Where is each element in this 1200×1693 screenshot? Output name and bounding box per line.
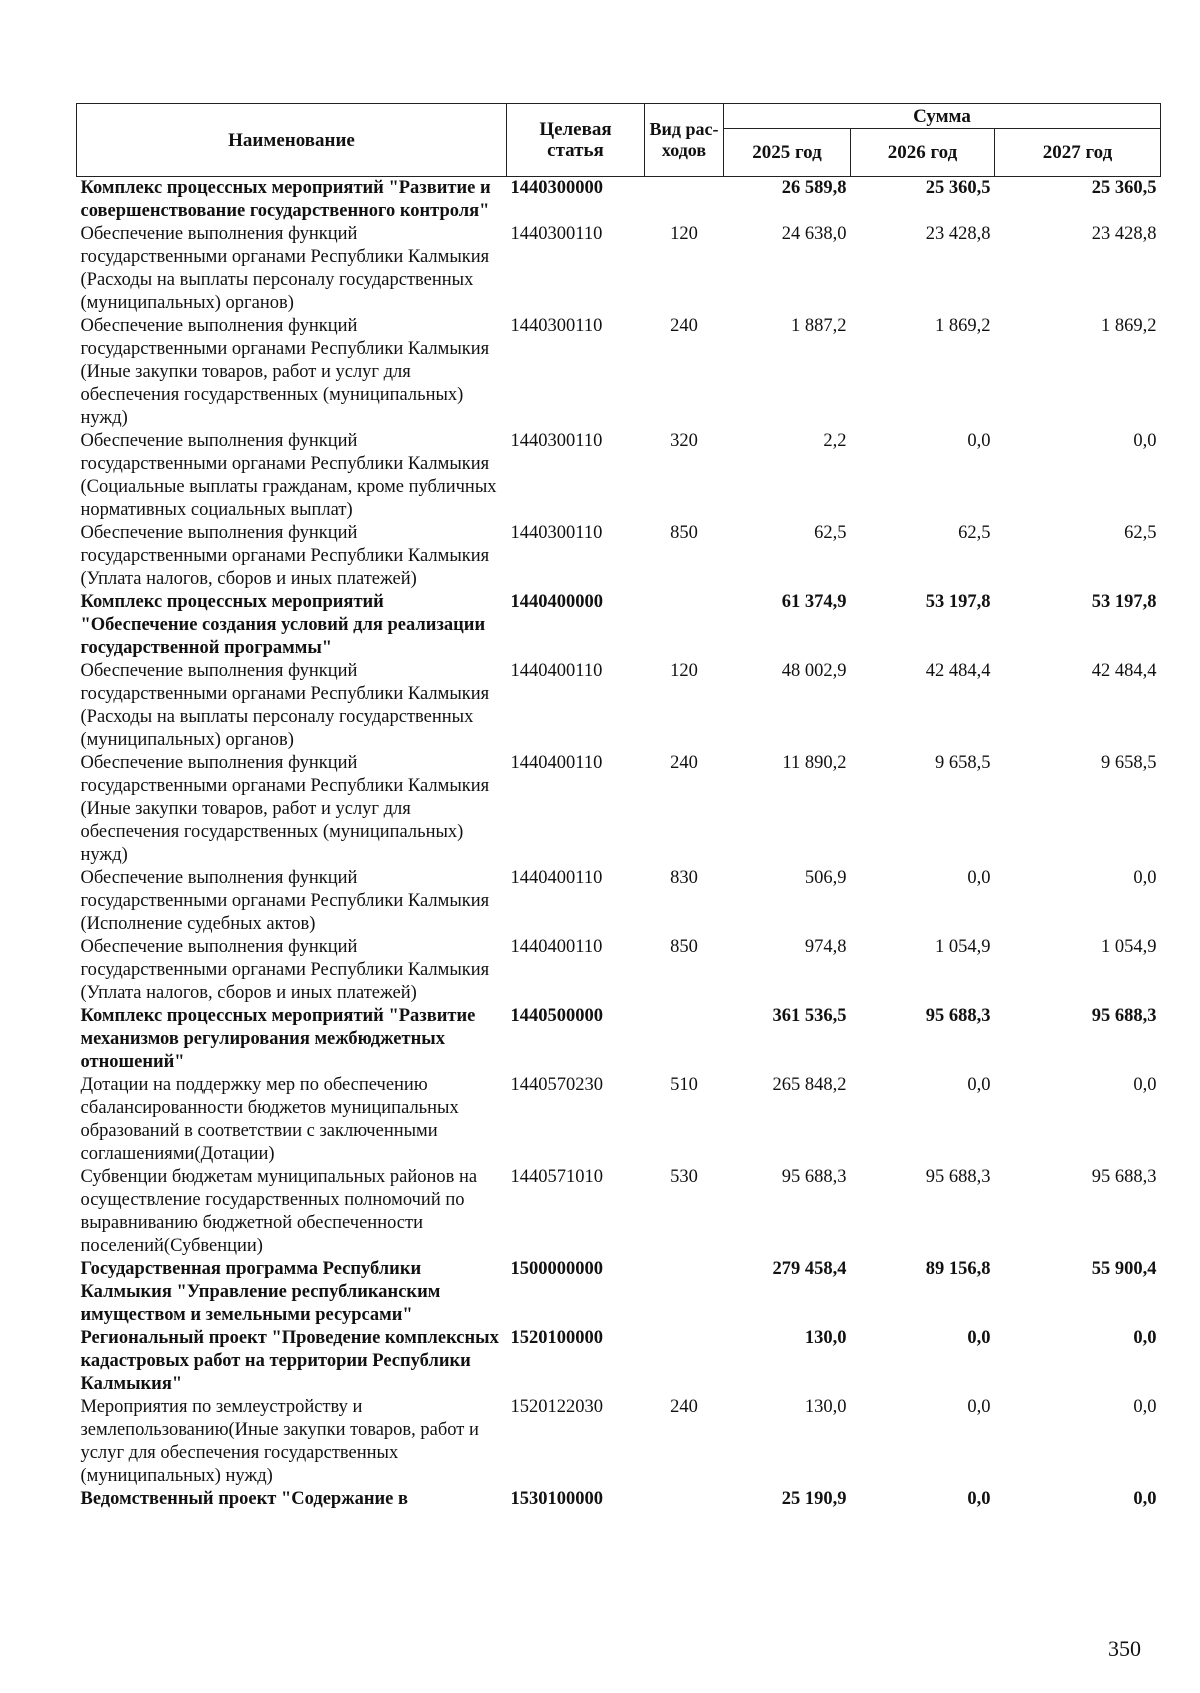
row-sum-2026: 0,0 <box>967 1397 991 1417</box>
row-sum-2025: 26 589,8 <box>781 178 847 198</box>
row-expense-kind: 120 <box>670 224 698 244</box>
row-target-article: 1440300000 <box>510 178 603 198</box>
table-row <box>77 1166 1161 1258</box>
row-sum-2027: 55 900,4 <box>1091 1259 1157 1279</box>
row-sum-2025: 130,0 <box>804 1397 847 1417</box>
table-row <box>77 1396 1161 1488</box>
row-name: Обеспечение выполнения функций государственными органами Республики Калмыкия (Исполнение судебных актов) <box>80 868 490 934</box>
row-name: Обеспечение выполнения функций государственными органами Республики Калмыкия (Иные закупки товаров, работ и услуг для обеспечения государственных (муниципальных) нужд) <box>80 316 490 428</box>
row-sum-2026: 95 688,3 <box>925 1006 991 1026</box>
row-sum-2026: 1 869,2 <box>935 316 991 336</box>
row-target-article: 1520100000 <box>510 1328 603 1348</box>
row-sum-2027: 25 360,5 <box>1091 178 1157 198</box>
row-name: Обеспечение выполнения функций государственными органами Республики Калмыкия (Уплата налогов, сборов и иных платежей) <box>80 523 490 589</box>
row-sum-2027: 42 484,4 <box>1091 661 1157 681</box>
row-target-article: 1520122030 <box>510 1397 603 1417</box>
row-name: Обеспечение выполнения функций государственными органами Республики Калмыкия (Иные закупки товаров, работ и услуг для обеспечения государственных (муниципальных) нужд) <box>80 753 490 865</box>
row-expense-kind: 240 <box>670 1397 698 1417</box>
row-sum-2025: 48 002,9 <box>781 661 847 681</box>
row-name: Государственная программа Республики Калмыкия "Управление республиканским имуществом и земельными ресурсами" <box>80 1259 441 1325</box>
row-expense-kind <box>645 177 724 224</box>
row-sum-2027: 95 688,3 <box>1091 1167 1157 1187</box>
row-sum-2025: 974,8 <box>804 937 847 957</box>
row-sum-2027: 0,0 <box>1133 1328 1157 1348</box>
table-row <box>77 660 1161 752</box>
row-sum-2026: 89 156,8 <box>925 1259 991 1279</box>
row-target-article: 1440571010 <box>510 1167 603 1187</box>
row-expense-kind <box>645 1005 724 1074</box>
table-row <box>77 177 1161 224</box>
row-sum-2025: 506,9 <box>804 868 847 888</box>
row-sum-2027: 62,5 <box>1124 523 1157 543</box>
row-name: Субвенции бюджетам муниципальных районов на осуществление государственных полномочий по выравниванию бюджетной обеспеченности поселений(Субвенции) <box>80 1167 478 1256</box>
row-target-article: 1530100000 <box>510 1489 603 1509</box>
page-number: 350 <box>1108 1636 1141 1661</box>
row-name: Обеспечение выполнения функций государственными органами Республики Калмыкия (Уплата налогов, сборов и иных платежей) <box>80 937 490 1003</box>
table-row <box>77 752 1161 867</box>
row-sum-2025: 265 848,2 <box>772 1075 847 1095</box>
row-sum-2025: 130,0 <box>804 1328 847 1348</box>
row-sum-2026: 1 054,9 <box>935 937 991 957</box>
row-sum-2026: 0,0 <box>967 1489 991 1509</box>
row-target-article: 1440300110 <box>510 224 603 244</box>
row-expense-kind <box>645 1488 724 1511</box>
row-sum-2025: 95 688,3 <box>781 1167 847 1187</box>
row-target-article: 1440400110 <box>510 753 603 773</box>
header-2025: 2025 год <box>724 129 851 177</box>
row-sum-2027: 1 054,9 <box>1101 937 1157 957</box>
row-expense-kind: 510 <box>670 1075 698 1095</box>
table-row <box>77 1258 1161 1327</box>
row-sum-2027: 0,0 <box>1133 1075 1157 1095</box>
row-target-article: 1440300110 <box>510 316 603 336</box>
header-2026: 2026 год <box>851 129 995 177</box>
table-row <box>77 1488 1161 1511</box>
row-sum-2026: 42 484,4 <box>925 661 991 681</box>
header-2027: 2027 год <box>995 129 1161 177</box>
row-sum-2026: 0,0 <box>967 1328 991 1348</box>
row-expense-kind <box>645 1327 724 1396</box>
row-expense-kind: 530 <box>670 1167 698 1187</box>
row-sum-2025: 279 458,4 <box>772 1259 847 1279</box>
row-target-article: 1440400110 <box>510 937 603 957</box>
row-sum-2026: 25 360,5 <box>925 178 991 198</box>
row-expense-kind: 320 <box>670 431 698 451</box>
row-sum-2026: 23 428,8 <box>925 224 991 244</box>
row-target-article: 1440300110 <box>510 523 603 543</box>
row-sum-2025: 25 190,9 <box>781 1489 847 1509</box>
row-sum-2025: 11 890,2 <box>782 753 847 773</box>
row-expense-kind: 830 <box>670 868 698 888</box>
row-name: Обеспечение выполнения функций государственными органами Республики Калмыкия (Расходы на выплаты персоналу государственных (муниципальных) органов) <box>80 661 490 750</box>
row-sum-2025: 62,5 <box>814 523 847 543</box>
table-row <box>77 936 1161 1005</box>
row-sum-2027: 95 688,3 <box>1091 1006 1157 1026</box>
row-name: Комплекс процессных мероприятий "Обеспечение создания условий для реализации государственной программы" <box>80 592 486 658</box>
row-name: Дотации на поддержку мер по обеспечению сбалансированности бюджетов муниципальных образований в соответствии с заключенными соглашениями(Дотации) <box>80 1075 459 1164</box>
table-row <box>77 867 1161 936</box>
row-sum-2027: 0,0 <box>1133 1489 1157 1509</box>
row-sum-2027: 0,0 <box>1133 868 1157 888</box>
table-row <box>77 591 1161 660</box>
row-expense-kind <box>645 1258 724 1327</box>
row-sum-2025: 2,2 <box>823 431 847 451</box>
row-sum-2025: 61 374,9 <box>781 592 847 612</box>
row-sum-2026: 0,0 <box>967 431 991 451</box>
header-expense-kind: Вид рас-ходов <box>645 104 724 177</box>
table-row <box>77 1074 1161 1166</box>
row-expense-kind: 120 <box>670 661 698 681</box>
row-expense-kind: 240 <box>670 753 698 773</box>
row-sum-2027: 0,0 <box>1133 1397 1157 1417</box>
row-sum-2026: 0,0 <box>967 868 991 888</box>
row-target-article: 1440400110 <box>510 868 603 888</box>
row-name: Мероприятия по землеустройству и землепользованию(Иные закупки товаров, работ и услуг для обеспечения государственных (муниципальных) нужд) <box>80 1397 479 1486</box>
table-row <box>77 1005 1161 1074</box>
row-target-article: 1500000000 <box>510 1259 603 1279</box>
row-sum-2027: 0,0 <box>1133 431 1157 451</box>
row-target-article: 1440300110 <box>510 431 603 451</box>
header-name: Наименование <box>77 104 507 177</box>
row-sum-2026: 0,0 <box>967 1075 991 1095</box>
row-name: Обеспечение выполнения функций государственными органами Республики Калмыкия (Социальные выплаты гражданам, кроме публичных нормативных социальных выплат) <box>80 431 497 520</box>
row-name: Комплекс процессных мероприятий "Развитие механизмов регулирования межбюджетных отношений" <box>80 1006 476 1072</box>
table-row <box>77 522 1161 591</box>
row-sum-2027: 1 869,2 <box>1101 316 1157 336</box>
row-sum-2027: 53 197,8 <box>1091 592 1157 612</box>
header-sum: Сумма <box>724 104 1161 129</box>
budget-table-body <box>77 177 1161 1512</box>
row-sum-2026: 62,5 <box>958 523 991 543</box>
row-expense-kind: 850 <box>670 523 698 543</box>
row-name: Обеспечение выполнения функций государственными органами Республики Калмыкия (Расходы на выплаты персоналу государственных (муниципальных) органов) <box>80 224 490 313</box>
row-target-article: 1440400110 <box>510 661 603 681</box>
row-expense-kind: 240 <box>670 316 698 336</box>
row-name: Региональный проект "Проведение комплексных кадастровых работ на территории Республики Калмыкия" <box>80 1328 499 1394</box>
row-name: Комплекс процессных мероприятий "Развитие и совершенствование государственного контроля" <box>80 178 491 221</box>
row-sum-2025: 1 887,2 <box>791 316 847 336</box>
row-sum-2027: 9 658,5 <box>1101 753 1157 773</box>
row-target-article: 1440500000 <box>510 1006 603 1026</box>
row-expense-kind: 850 <box>670 937 698 957</box>
budget-table <box>76 103 1161 1511</box>
row-target-article: 1440400000 <box>510 592 603 612</box>
table-row <box>77 430 1161 522</box>
table-row <box>77 223 1161 315</box>
row-sum-2026: 53 197,8 <box>925 592 991 612</box>
row-sum-2025: 361 536,5 <box>772 1006 847 1026</box>
row-name: Ведомственный проект "Содержание в <box>80 1489 409 1509</box>
row-sum-2026: 9 658,5 <box>935 753 991 773</box>
row-sum-2027: 23 428,8 <box>1091 224 1157 244</box>
table-row <box>77 315 1161 430</box>
row-target-article: 1440570230 <box>510 1075 603 1095</box>
row-sum-2025: 24 638,0 <box>781 224 847 244</box>
table-row <box>77 1327 1161 1396</box>
row-sum-2026: 95 688,3 <box>925 1167 991 1187</box>
row-expense-kind <box>645 591 724 660</box>
header-target-article: Целевая статья <box>507 104 645 177</box>
